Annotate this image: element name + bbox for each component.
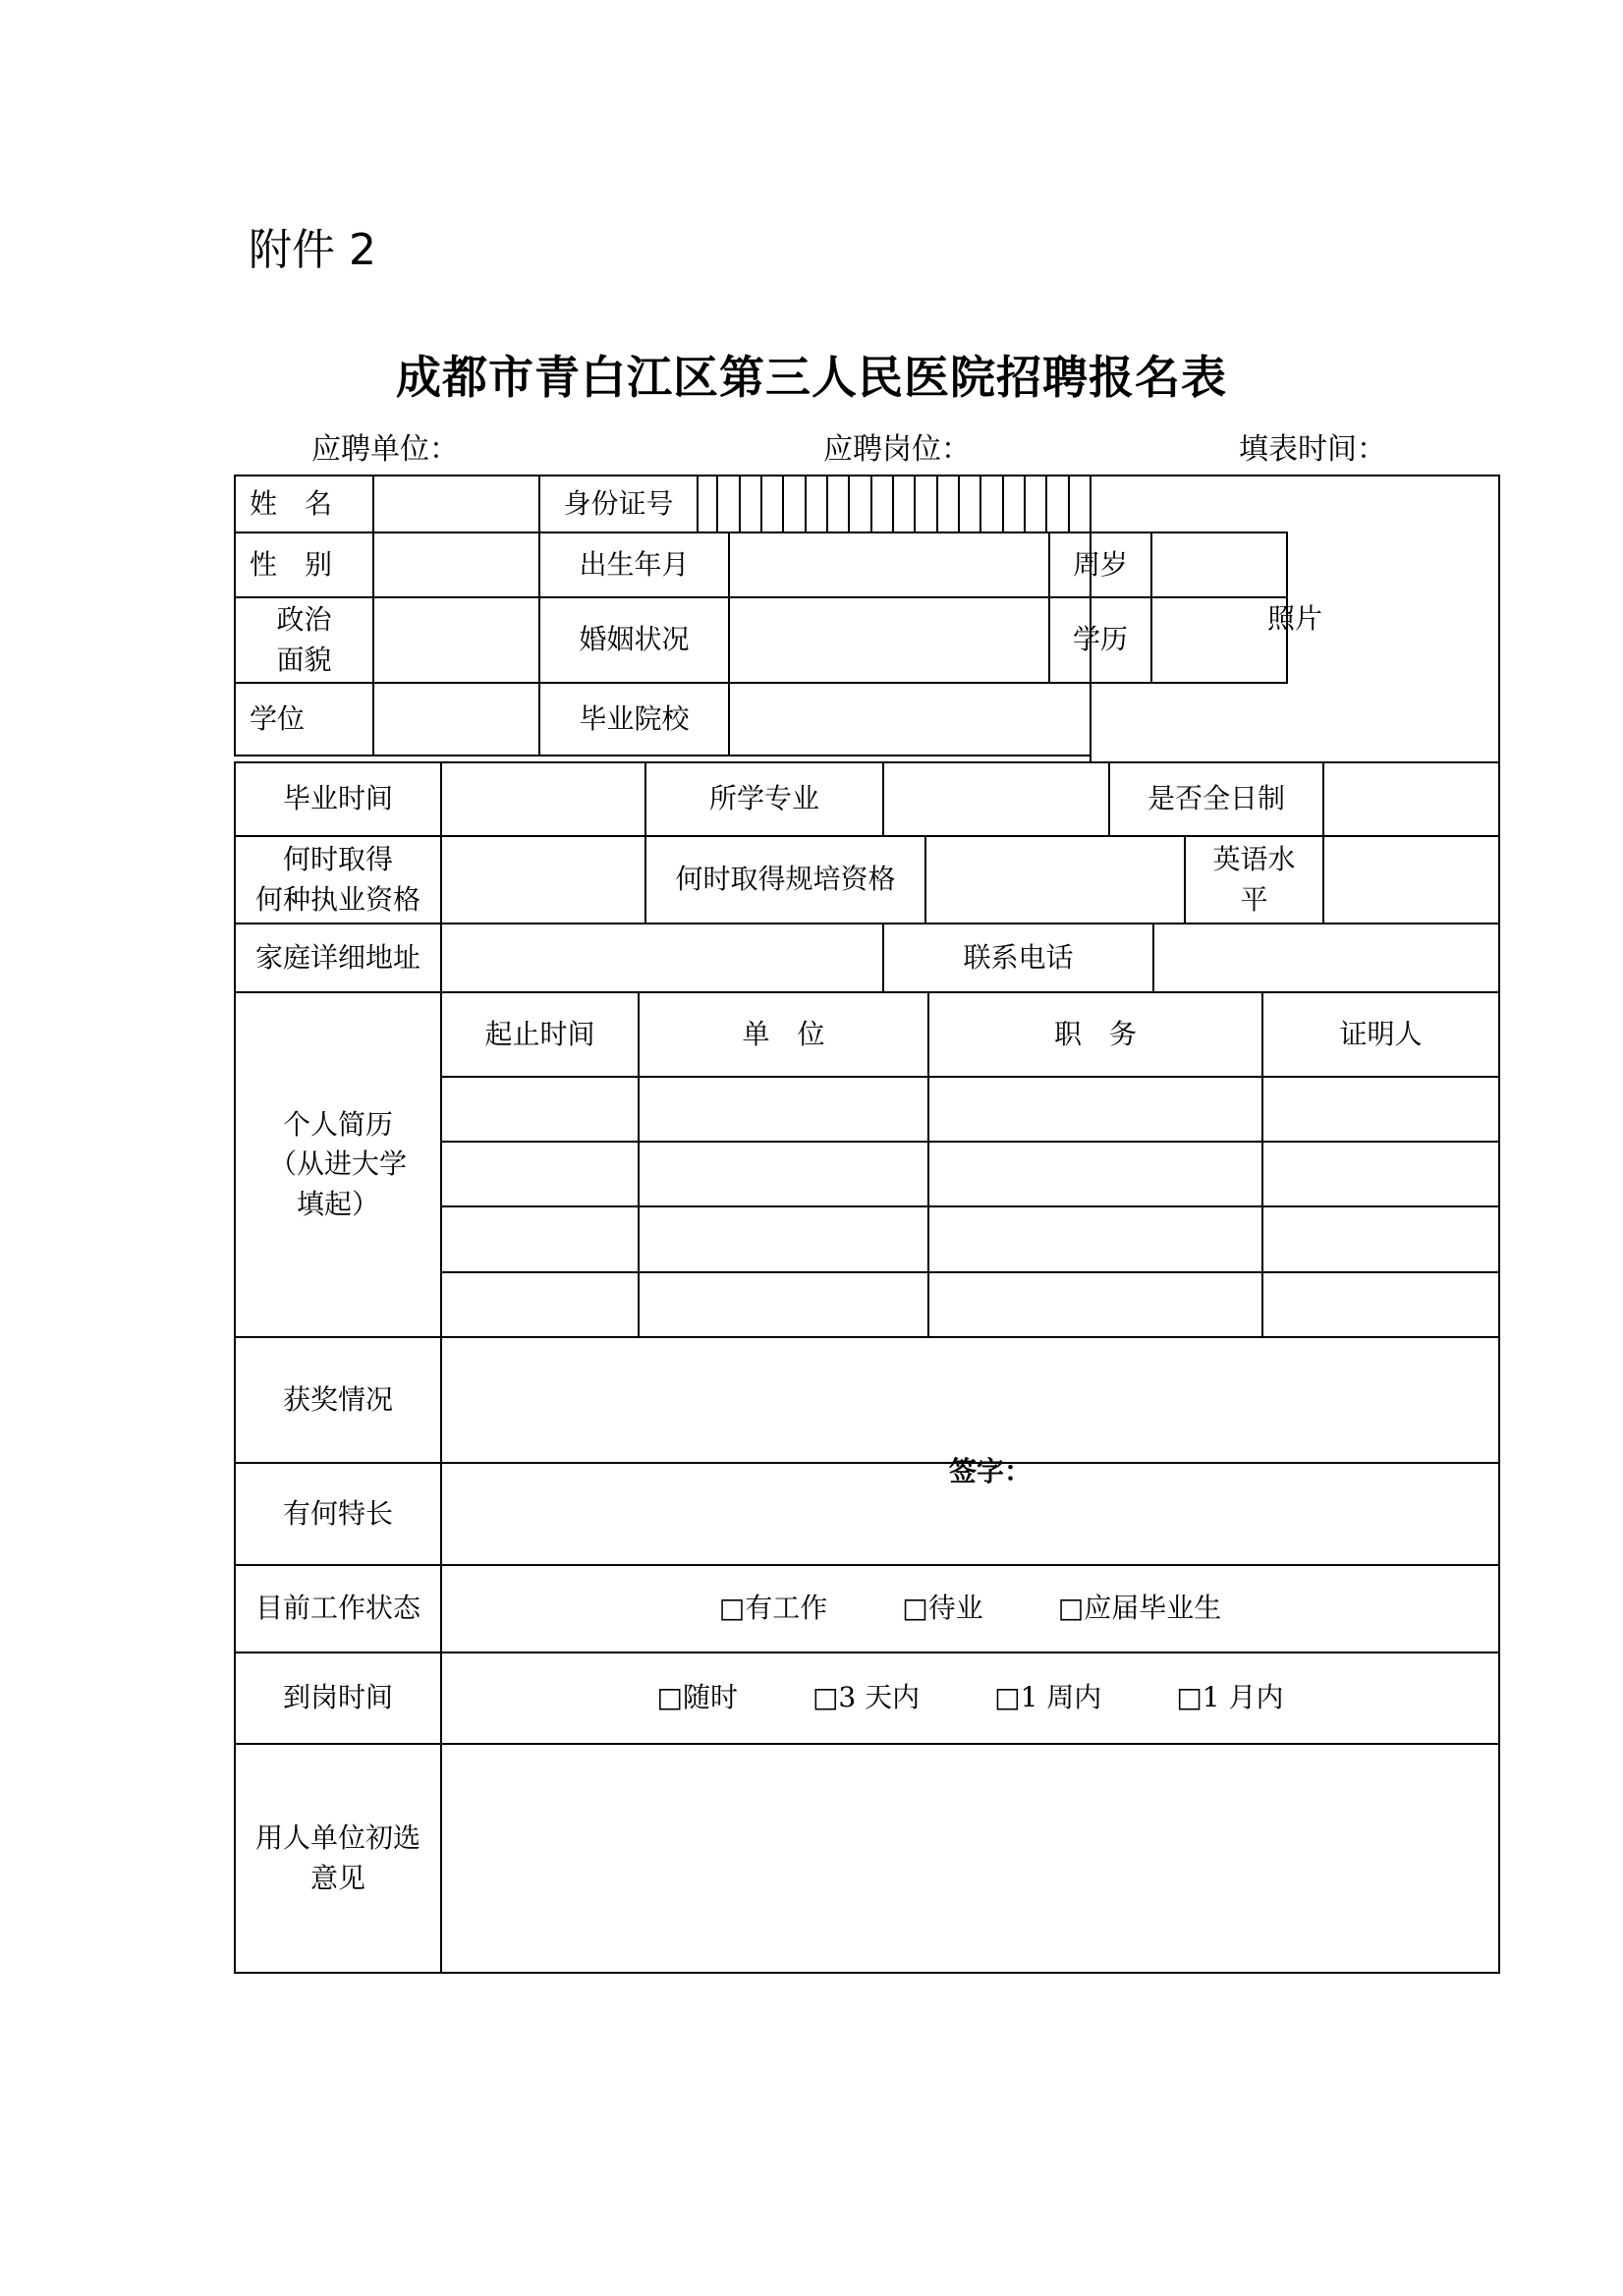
arrival-options [440,1652,1500,1745]
name-field[interactable] [372,475,540,533]
english-field[interactable] [1322,835,1500,924]
resume-unit-header: 单 位 [638,991,929,1078]
arrival-label: 到岗时间 [234,1652,442,1745]
opinion-label: 用人单位初选 意见 [234,1743,442,1974]
phone-field[interactable] [1152,923,1500,993]
birth-label: 出生年月 [538,532,730,598]
major-label: 所学专业 [644,761,884,837]
resume-row-3-unit[interactable] [638,1205,929,1273]
resume-row-4-witness[interactable] [1261,1271,1500,1338]
id-number-boxes [697,475,1090,533]
resume-label: 个人简历 （从进大学 填起） [234,991,442,1338]
resume-witness-header: 证明人 [1261,991,1500,1078]
marital-field[interactable] [728,596,1050,684]
signature-label: 签字： [949,1455,1033,1487]
grad-time-label: 毕业时间 [234,761,442,837]
degree-label: 学位 [234,682,374,756]
education-field[interactable] [1150,596,1288,684]
political-field[interactable] [372,596,540,684]
work-status-option-employed[interactable]: □有工作 [718,1592,828,1625]
applying-position-label: 应聘岗位： [823,432,971,467]
major-field[interactable] [882,761,1110,837]
fill-date-label: 填表时间： [1239,432,1386,467]
fulltime-label: 是否全日制 [1108,761,1324,837]
license-field[interactable] [440,835,646,924]
age-label: 周岁 [1048,532,1152,598]
applying-unit-label: 应聘单位： [311,432,459,467]
birth-field[interactable] [728,532,1050,598]
address-label: 家庭详细地址 [234,923,442,993]
work-status-label: 目前工作状态 [234,1564,442,1653]
attachment-label: 附件 2 [249,225,376,275]
arrival-option-1-week[interactable]: □1 周内 [994,1681,1102,1714]
gender-label: 性 别 [234,532,374,598]
opinion-field[interactable] [440,1743,1500,1974]
resume-row-2-unit[interactable] [638,1141,929,1207]
work-status-options [440,1564,1500,1653]
school-label: 毕业院校 [538,682,730,756]
political-label: 政治 面貌 [234,596,374,684]
id-number-label: 身份证号 [538,475,699,533]
grad-time-field[interactable] [440,761,646,837]
resume-period-header: 起止时间 [440,991,640,1078]
resume-row-4-post[interactable] [927,1271,1263,1338]
arrival-option-1-month[interactable]: □1 月内 [1176,1681,1284,1714]
specialty-label: 有何特长 [234,1462,442,1566]
resume-row-4-unit[interactable] [638,1271,929,1338]
awards-field[interactable] [440,1336,1500,1464]
resume-row-3-post[interactable] [927,1205,1263,1273]
resume-row-4-period[interactable] [440,1271,640,1338]
resume-row-2-witness[interactable] [1261,1141,1500,1207]
phone-label: 联系电话 [882,923,1154,993]
work-status-option-graduate[interactable]: □应届毕业生 [1057,1592,1222,1625]
resume-row-1-unit[interactable] [638,1076,929,1143]
arrival-option-3-days[interactable]: □3 天内 [812,1681,921,1714]
address-field[interactable] [440,923,884,993]
age-field[interactable] [1150,532,1288,598]
training-label: 何时取得规培资格 [644,835,926,924]
resume-row-3-witness[interactable] [1261,1205,1500,1273]
license-label: 何时取得 何种执业资格 [234,835,442,924]
resume-row-3-period[interactable] [440,1205,640,1273]
education-label: 学历 [1048,596,1152,684]
name-label: 姓 名 [234,475,374,533]
resume-row-1-post[interactable] [927,1076,1263,1143]
english-label: 英语水 平 [1184,835,1324,924]
marital-label: 婚姻状况 [538,596,730,684]
photo-label: 照片 [1266,601,1322,635]
training-field[interactable] [924,835,1186,924]
fulltime-field[interactable] [1322,761,1500,837]
resume-row-2-period[interactable] [440,1141,640,1207]
awards-label: 获奖情况 [234,1336,442,1464]
school-field[interactable] [728,682,1091,756]
form-title: 成都市青白江区第三人民医院招聘报名表 [396,351,1227,404]
registration-table [234,475,1500,1974]
degree-field[interactable] [372,682,540,756]
resume-row-2-post[interactable] [927,1141,1263,1207]
work-status-option-unemployed[interactable]: □待业 [902,1592,983,1625]
resume-post-header: 职 务 [927,991,1263,1078]
gender-field[interactable] [372,532,540,598]
resume-row-1-witness[interactable] [1261,1076,1500,1143]
resume-row-1-period[interactable] [440,1076,640,1143]
arrival-option-anytime[interactable]: □随时 [656,1681,738,1714]
